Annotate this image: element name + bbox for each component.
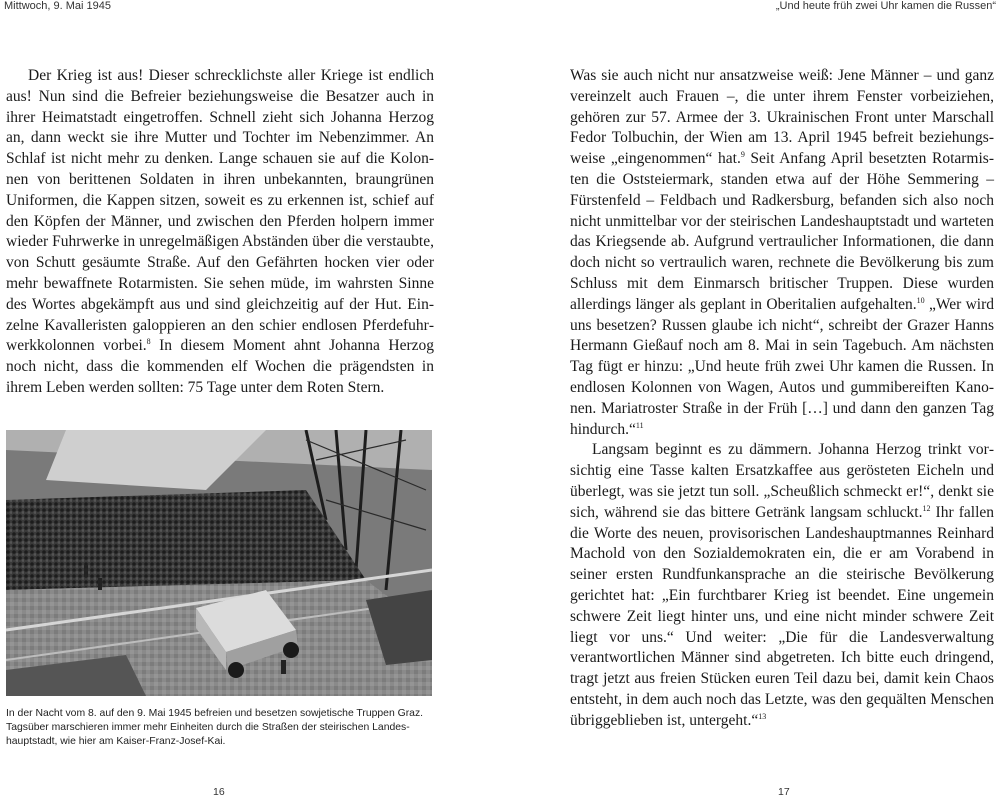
text-run: Was sie auch nicht nur ansatzweise weiß: Jene Männer – und ganz vereinzelt auch Frauen –, die unter ihrem Fenster vorbeiziehen, gehören zur 57. Armee der 3. Ukrainischen Front unter Marschall Fedor Tolbuchin, der Wien am 13. April 1945 befreit beziehungsweise „eingenommen“ hat. xyxy=(570,67,994,168)
footnote-ref-13[interactable]: 13 xyxy=(758,711,767,721)
body-text-left xyxy=(6,66,434,399)
text-run: Seit Anfang April besetzten Rotarmisten die Oststeiermark, standen etwa auf der Höhe Semmering – Fürstenfeld – Feldbach und Radkersburg, befanden sich also noch nicht unmittelbar vor der steirischen Landeshauptstadt und warteten das Kriegsende ab. Aufgrund vertraulicher Informationen, die dann doch nicht so vertraulich waren, rechnete die Bevölkerung bis zum Schluss mit dem Einmarsch britischer Truppen. Diese wurden allerdings länger als geplant in Oberitalien aufgehalten. xyxy=(570,150,994,313)
running-head-right: „Und heute früh zwei Uhr kamen die Russen“ xyxy=(775,0,996,12)
footnote-ref-9[interactable]: 9 xyxy=(740,150,745,160)
footnote-ref-8[interactable]: 8 xyxy=(146,337,151,347)
footnote-ref-12[interactable]: 12 xyxy=(922,503,931,513)
text-run: „Wer wird uns besetzen? Russen glaube ich nicht“, schreibt der Grazer Hanns Hermann Gießauf noch am 8. Mai in sein Tagebuch. Am nächsten Tag fügt er hinzu: „Und heute früh zwei Uhr kamen die Russen. In endlosen Kolonnen von Wagen, Autos und gummibereiften Kanonen. Mariatroster Straße in der Früh […] und dann den ganzen Tag hindurch.“ xyxy=(570,295,994,438)
text-run: Langsam beginnt es zu dämmern. Johanna Herzog trinkt vorsichtig eine Tasse kalten Ersatzkaffee aus gerösteten Eicheln und überlegt, was sie jetzt tun soll. „Scheußlich schmeckt er!“, denkt sie sich, während sie das bittere Getränk langsam schluckt. xyxy=(570,441,994,521)
text-run: In diesem Moment ahnt Johanna Herzog noch nicht, dass die kommenden elf Wochen die prägendsten in ihrem Leben werden sollten: 75 Tage unter dem Roten Stern. xyxy=(6,337,434,396)
page-number-right: 17 xyxy=(778,786,790,798)
body-text-right xyxy=(570,66,994,732)
footnote-ref-10[interactable]: 10 xyxy=(916,295,925,305)
text-run: Ihr fallen die Worte des neuen, provisorischen Landeshauptmannes Reinhard Machold von den Sozialdemokraten ein, die er am Vorabend in seiner ersten Rundfunkansprache an die steirische Bevölkerung gerichtet hat: „Ein furchtbarer Krieg ist beendet. Eine ungemein schwere Zeit liegt hinter uns, und eine nicht minder schwere Zeit liegt vor uns.“ Und weiter: „Die für die Landesverwaltung verantwortlichen Männer sind abgetreten. Ich bitte euch dringend, tragt jetzt aus freien Stücken euren Teil dazu bei, damit kein Chaos entsteht, in dem auch noch das Letzte, was den gequälten Menschen übriggeblieben ist, untergeht.“ xyxy=(570,503,995,729)
text-run: Der Krieg ist aus! Dieser schrecklichste aller Kriege ist endlich aus! Nun sind die Befreier beziehungsweise die Besatzer auch in ihrer Heimatstadt eingetroffen. Schnell zieht sich Johanna Herzog an, dann weckt sie ihre Mutter und Tochter im Nebenzimmer. An Schlaf ist nicht mehr zu denken. Lange schauen sie auf die Kolonnen von berittenen Soldaten in ihren unbekannten, braungrünen Uniformen, die Kappen sitzen, soweit es zu erkennen ist, schief auf den Köpfen der Männer, und zwischen den Pferden holpern immer wieder Fuhrwerke in unregelmäßigen Abständen über die verstaubte, von Schutt gesäumte Straße. Auf den Gefährten hocken vier oder mehr bewaffnete Rotarmisten. Sie sehen müde, im wahrsten Sinne des Wortes abgekämpft aus und sind gleichzeitig auf der Hut. Einzelne Kavalleristen galoppieren an den schier endlosen Pferdefuhrwerkkolonnen vorbei. xyxy=(6,67,434,355)
running-head-left: Mittwoch, 9. Mai 1945 xyxy=(4,0,111,12)
page-number-left: 16 xyxy=(213,786,225,798)
right-page xyxy=(500,0,1000,800)
historical-photo xyxy=(6,430,432,696)
footnote-ref-11[interactable]: 11 xyxy=(635,420,644,430)
paragraph xyxy=(570,66,994,440)
paragraph xyxy=(6,66,434,399)
paragraph xyxy=(570,440,994,731)
photo-caption: In der Nacht vom 8. auf den 9. Mai 1945 befreien und besetzen sowjetische Truppen Graz. Tagsüber marschieren immer mehr Einheiten durch die Straßen der steirischen Landeshauptstadt, wie hier am Kaiser-Franz-Josef-Kai. xyxy=(6,708,424,747)
